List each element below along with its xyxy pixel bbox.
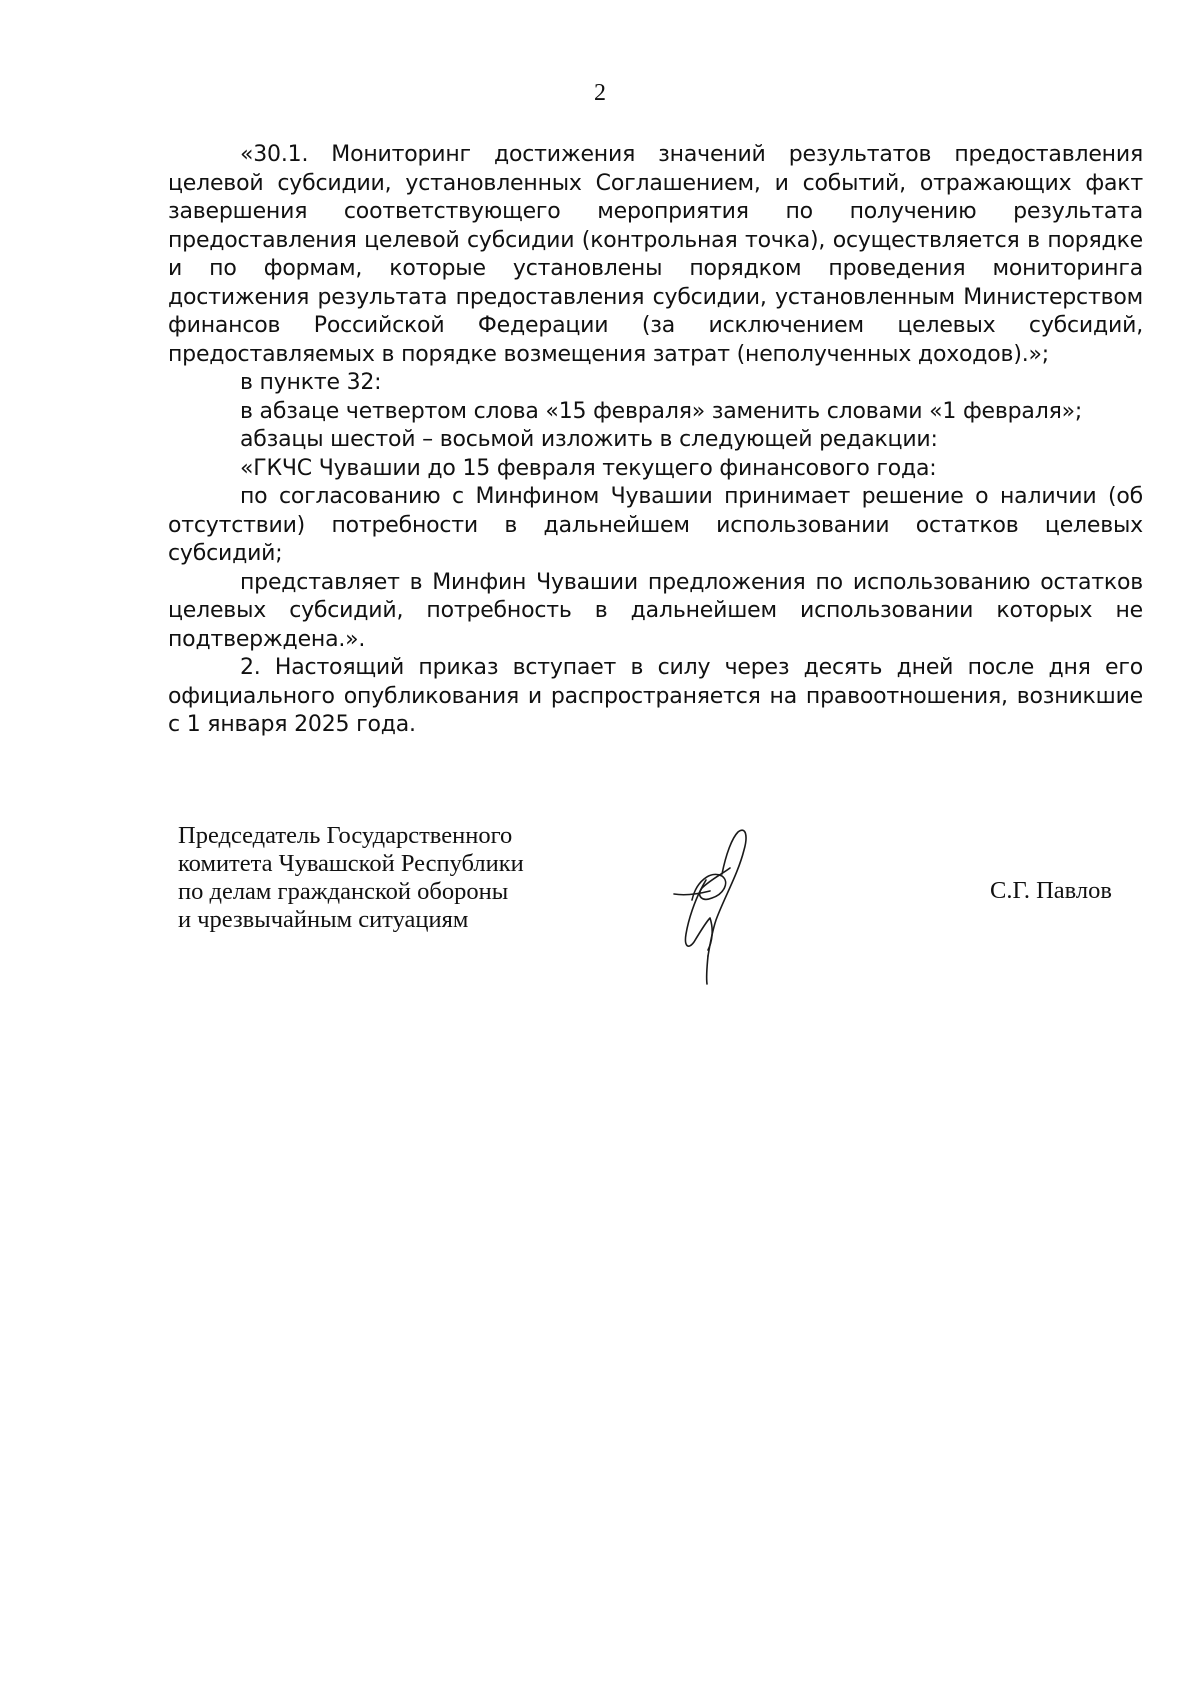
- signer-name: С.Г. Павлов: [990, 877, 1112, 904]
- signer-position-line: комитета Чувашской Республики: [178, 850, 524, 877]
- paragraph-predstavlyaet: представляет в Минфин Чувашии предложения по использованию остатков целевых субсидий, потребность в дальнейшем использовании которых не подтверждена.».: [168, 569, 1143, 652]
- page-number: 2: [594, 80, 606, 106]
- paragraph-gkchs: «ГКЧС Чувашии до 15 февраля текущего финансового года:: [240, 455, 937, 481]
- handwritten-signature: [672, 826, 792, 986]
- paragraph-30-1: «30.1. Мониторинг достижения значений результатов предоставления целевой субсидии, установленных Соглашением, и событий, отражающих факт завершения соответствующего мероприятия по получению результата предоставления целевой субсидии (контрольная точка), осуществляется в порядке и по формам, которые установлены порядком проведения мониторинга достижения результата предоставления субсидии, установленным Министерством финансов Российской Федерации (за исключением целевых субсидий, предоставляемых в порядке возмещения затрат (неполученных доходов).»;: [168, 142, 1143, 367]
- paragraph-soglasovanie: по согласованию с Минфином Чувашии принимает решение о наличии (об отсутствии) потребности в дальнейшем использовании остатков целевых субсидий;: [168, 484, 1143, 566]
- paragraph-abzac-4: в абзаце четвертом слова «15 февраля» заменить словами «1 февраля»;: [240, 398, 1083, 424]
- signer-position-line: Председатель Государственного: [178, 822, 513, 849]
- signer-position: [178, 822, 578, 934]
- signer-position-line: по делам гражданской обороны: [178, 878, 509, 905]
- document-body: [168, 141, 1143, 740]
- signer-position-line: и чрезвычайным ситуациям: [178, 906, 469, 933]
- paragraph-point-32: в пункте 32:: [240, 370, 382, 395]
- paragraph-abzacy-6-8: абзацы шестой – восьмой изложить в следующей редакции:: [240, 427, 938, 452]
- paragraph-vstupaet-v-silu: 2. Настоящий приказ вступает в силу через десять дней после дня его официального опубликования и распространяется на правоотношения, возникшие с 1 января 2025 года.: [168, 655, 1143, 737]
